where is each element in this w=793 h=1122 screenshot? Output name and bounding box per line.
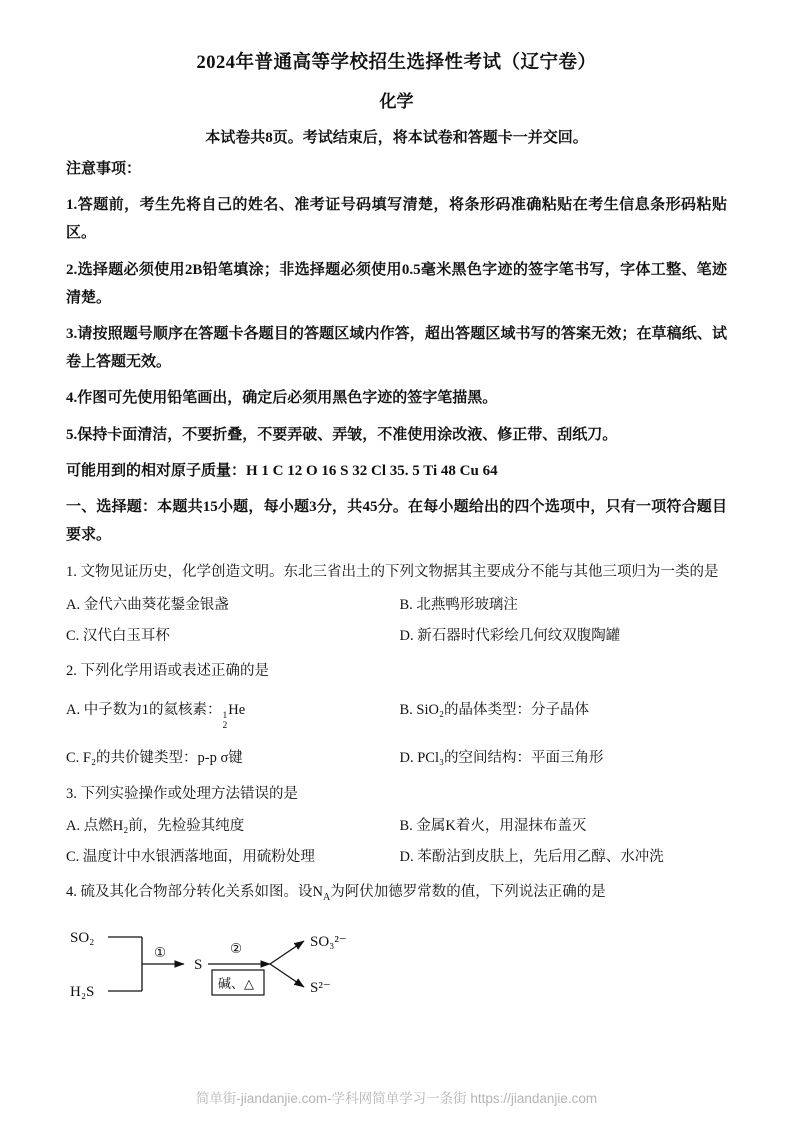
atomic-mass-line: 可能用到的相对原子质量：H 1 C 12 O 16 S 32 Cl 35. 5 Ti 48 Cu 64 xyxy=(66,462,498,479)
question-2-option-a xyxy=(66,684,394,732)
notice-item-4: 4.作图可先使用铅笔画出，确定后必须用黑色字迹的签字笔描黑。 xyxy=(66,390,498,407)
question-3-option-d: D. 苯酚沾到皮肤上，先后用乙醇、水冲洗 xyxy=(399,849,664,866)
s2-node: S²⁻ xyxy=(310,979,331,996)
notice-item-3: 3.请按照题号顺序在答题卡各题目的答题区域内作答，超出答题区域书写的答案无效；在草稿纸、试卷上答题无效。 xyxy=(66,325,727,371)
question-3-stem: 3. 下列实验操作或处理方法错误的是 xyxy=(66,785,298,802)
condition-label: 碱、△ xyxy=(218,975,254,991)
question-3-options xyxy=(66,807,727,869)
avogadro-subscript: A xyxy=(322,892,331,904)
footer-watermark: 简单街-jiandanjie.com-学科网简单学习一条街 https://jiandanjie.com xyxy=(195,1091,598,1106)
question-2-option-d: D. PCl₃的空间结构：平面三角形 xyxy=(399,750,604,767)
exam-note: 本试卷共8页。考试结束后，将本试卷和答题卡一并交回。 xyxy=(205,130,588,146)
question-1-option-a: A. 金代六曲葵花鋬金银盏 xyxy=(66,596,229,613)
sulfur-conversion-diagram xyxy=(68,917,727,1020)
page-title: 2024年普通高等学校招生选择性考试（辽宁卷） xyxy=(196,53,597,73)
s-node: S xyxy=(194,956,203,973)
h2s-node: H₂S xyxy=(70,983,95,1000)
question-1-options xyxy=(66,586,727,648)
question-1-option-b: B. 北燕鸭形玻璃注 xyxy=(399,596,518,613)
isotope-symbol: He xyxy=(228,702,246,719)
question-1-stem: 1. 文物见证历史，化学创造文明。东北三省出土的下列文物据其主要成分不能与其他三项归为一类的是 xyxy=(66,564,719,581)
notice-item-5: 5.保持卡面清洁，不要折叠，不要弄破、弄皱，不准使用涂改液、修正带、刮纸刀。 xyxy=(66,426,618,443)
section-heading: 一、选择题：本题共15小题，每小题3分，共45分。在每小题给出的四个选项中，只有一项符合题目要求。 xyxy=(66,498,727,544)
isotope-notation: 1 2 xyxy=(222,711,228,732)
notice-item-2: 2.选择题必须使用2B铅笔填涂；非选择题必须使用0.5毫米黑色字迹的签字笔书写，字体工整、笔迹清楚。 xyxy=(66,261,727,306)
branch-arrow-s2 xyxy=(270,964,304,987)
question-2-option-b: B. SiO₂的晶体类型：分子晶体 xyxy=(399,702,590,719)
branch-arrow-so3 xyxy=(270,941,304,964)
question-2-options xyxy=(66,684,727,770)
notice-item-1: 1.答题前，考生先将自己的姓名、准考证号码填写清楚，将条形码准确粘贴在考生信息条形码粘贴区。 xyxy=(66,197,727,242)
question-3-option-c: C. 温度计中水银洒落地面，用硫粉处理 xyxy=(66,849,315,866)
option-a-text: A. 中子数为1的氦核素： xyxy=(66,702,222,719)
question-1-option-d: D. 新石器时代彩绘几何纹双腹陶罐 xyxy=(399,627,621,644)
question-2-stem: 2. 下列化学用语或表述正确的是 xyxy=(66,663,269,679)
question-2-option-c: C. F₂的共价键类型：p-p σ键 xyxy=(66,750,243,767)
question-1-option-c: C. 汉代白玉耳杯 xyxy=(66,627,170,644)
step2-label: ② xyxy=(230,940,243,956)
question-3-option-a: A. 点燃H₂前，先检验其纯度 xyxy=(66,817,245,834)
so2-node: SO₂ xyxy=(70,929,95,946)
subject-title: 化学 xyxy=(379,92,414,111)
bracket-lines xyxy=(108,937,142,991)
question-4-stem: 4. 硫及其化合物部分转化关系如图。设$N_A$为阿伏加德罗常数的值，下列说法正确的是 xyxy=(66,884,606,904)
question-3-option-b: B. 金属K着火，用湿抹布盖灭 xyxy=(399,817,587,834)
so3-node: SO₃²⁻ xyxy=(310,933,347,950)
step1-label: ① xyxy=(154,944,167,960)
notice-heading: 注意事项： xyxy=(66,161,142,177)
